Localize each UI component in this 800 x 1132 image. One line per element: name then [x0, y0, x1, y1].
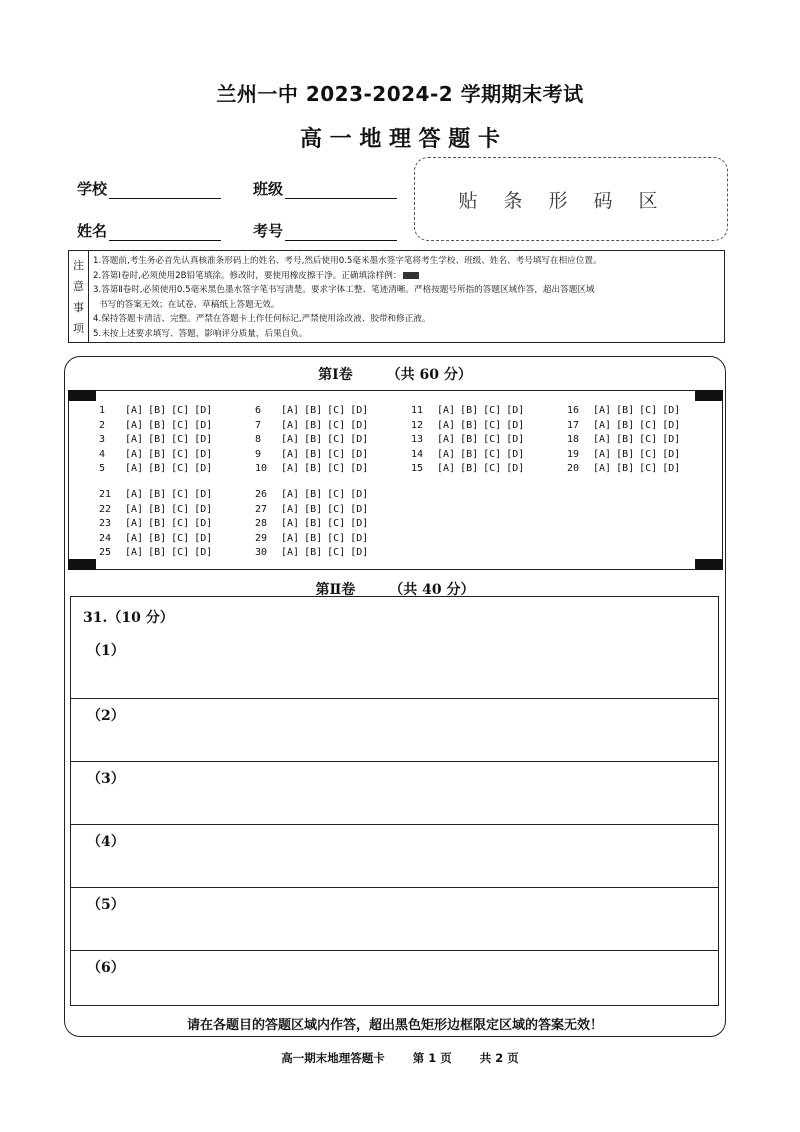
question-number: 28 [255, 518, 268, 530]
question-number: 26 [255, 489, 268, 500]
school-label: 学校 [77, 180, 108, 198]
choice-bubble[interactable]: [C] [171, 532, 190, 544]
choice-bubble[interactable]: [D] [194, 419, 213, 431]
notes-box [68, 250, 725, 343]
choice-bubble[interactable]: [C] [483, 434, 502, 446]
name-label: 姓名 [77, 222, 108, 240]
choice-bubble[interactable]: [A] [593, 463, 612, 475]
note-line: 书写的答案无效；在试卷、草稿纸上答题无效。 [99, 299, 280, 310]
note-line-text: 2.答第Ⅰ卷时,必须使用2B铅笔填涂。修改时，要使用橡皮擦干净。正确填涂样例： [93, 270, 402, 281]
choice-bubble[interactable]: [C] [327, 463, 346, 475]
part-1-area[interactable] [71, 596, 718, 698]
section1-score: （共 60 分） [386, 367, 472, 383]
question-number: 10 [255, 463, 268, 475]
choice-bubble[interactable]: [D] [194, 503, 213, 515]
barcode-area [414, 157, 728, 241]
choice-bubble[interactable]: [D] [194, 518, 213, 530]
part-6-area[interactable] [71, 950, 718, 1005]
corner-marker [68, 390, 96, 401]
choice-row [255, 517, 373, 532]
class-line [285, 182, 397, 199]
choice-bubble[interactable]: [A] [125, 503, 144, 515]
choice-bubble[interactable]: [B] [304, 434, 323, 446]
choice-bubble[interactable]: [D] [662, 419, 681, 431]
choice-bubble[interactable]: [A] [593, 434, 612, 446]
choice-bubble[interactable]: [D] [350, 448, 369, 460]
choice-group [255, 488, 373, 561]
choice-bubble[interactable]: [C] [327, 434, 346, 446]
choice-bubble[interactable]: [B] [304, 448, 323, 460]
choice-bubble[interactable]: [D] [662, 448, 681, 460]
footer-page-total: 共 2 页 [479, 1051, 519, 1065]
choice-bubble[interactable]: [D] [506, 405, 525, 416]
exam-no-label: 考号 [253, 222, 284, 240]
question-number: 24 [99, 532, 112, 544]
choice-row [99, 517, 217, 532]
note-line: 3.答第Ⅱ卷时,必须使用0.5毫米黑色墨水签字笔书写清楚。要求字体工整、笔迹清晰。严格按题号所指的答题区域作答，超出答题区域 [93, 285, 595, 296]
choice-bubble[interactable]: [B] [148, 547, 167, 559]
multiple-choice-box [68, 390, 723, 570]
question-number: 1 [99, 405, 106, 416]
question-number: 3 [99, 434, 106, 446]
part-label: （6） [87, 960, 125, 976]
choice-bubble[interactable]: [D] [350, 463, 369, 475]
question-31-title: 31.（10 分） [83, 610, 174, 626]
choice-bubble[interactable]: [A] [281, 532, 300, 544]
choice-bubble[interactable]: [D] [506, 434, 525, 446]
exam-title: 兰州一中 2023-2024-2 学期期末考试 [216, 82, 584, 106]
choice-bubble[interactable]: [B] [460, 463, 479, 475]
choice-bubble[interactable]: [B] [148, 419, 167, 431]
choice-bubble[interactable]: [A] [125, 434, 144, 446]
question-number: 9 [255, 448, 262, 460]
choice-bubble[interactable]: [B] [460, 448, 479, 460]
choice-bubble[interactable]: [B] [148, 518, 167, 530]
choice-row [255, 503, 373, 518]
choice-bubble[interactable]: [B] [460, 419, 479, 431]
choice-row [411, 462, 529, 477]
question-number: 22 [99, 503, 112, 515]
choice-group [567, 404, 685, 477]
choice-bubble[interactable]: [B] [616, 419, 635, 431]
choice-bubble[interactable]: [B] [304, 532, 323, 544]
choice-bubble[interactable]: [C] [483, 463, 502, 475]
choice-bubble[interactable]: [B] [148, 405, 167, 416]
choice-bubble[interactable]: [D] [194, 547, 213, 559]
choice-bubble[interactable]: [C] [327, 532, 346, 544]
question-number: 27 [255, 503, 268, 515]
choice-row [99, 433, 217, 448]
page-footer [0, 1050, 800, 1066]
choice-bubble[interactable]: [A] [281, 547, 300, 559]
school-field [77, 178, 221, 199]
choice-bubble[interactable]: [B] [304, 547, 323, 559]
choice-bubble[interactable]: [C] [639, 434, 658, 446]
choice-bubble[interactable]: [B] [304, 489, 323, 500]
choice-bubble[interactable]: [A] [125, 532, 144, 544]
choice-bubble[interactable]: [D] [350, 518, 369, 530]
question-number: 25 [99, 547, 112, 559]
choice-bubble[interactable]: [D] [662, 405, 681, 416]
section2-score: （共 40 分） [389, 582, 475, 598]
choice-row [255, 448, 373, 463]
name-field [77, 220, 221, 241]
name-line [109, 224, 221, 241]
choice-bubble[interactable]: [D] [194, 448, 213, 460]
notes-label-char: 注 [73, 259, 84, 273]
choice-row [255, 419, 373, 434]
choice-bubble[interactable]: [A] [281, 489, 300, 500]
part-5-area[interactable] [71, 887, 718, 950]
choice-bubble[interactable]: [A] [125, 405, 144, 416]
choice-group [411, 404, 529, 477]
choice-row [567, 433, 685, 448]
choice-bubble[interactable]: [D] [350, 405, 369, 416]
choice-row [411, 404, 529, 419]
question-number: 20 [567, 463, 580, 475]
choice-bubble[interactable]: [A] [437, 405, 456, 416]
choice-bubble[interactable]: [A] [437, 434, 456, 446]
choice-row [411, 448, 529, 463]
choice-bubble[interactable]: [C] [327, 518, 346, 530]
choice-bubble[interactable]: [C] [171, 489, 190, 500]
choice-bubble[interactable]: [C] [171, 419, 190, 431]
choice-bubble[interactable]: [C] [483, 419, 502, 431]
choice-bubble[interactable]: [A] [593, 419, 612, 431]
part-3-area[interactable] [71, 761, 718, 824]
choice-row [99, 419, 217, 434]
choice-bubble[interactable]: [C] [327, 419, 346, 431]
card-title: 高 一 地 理 答 题 卡 [300, 127, 500, 152]
part-label: （1） [87, 642, 125, 659]
choice-bubble[interactable]: [D] [662, 463, 681, 475]
choice-bubble[interactable]: [B] [148, 532, 167, 544]
question-number: 8 [255, 434, 262, 446]
choice-bubble[interactable]: [D] [350, 434, 369, 446]
choice-bubble[interactable]: [A] [125, 518, 144, 530]
part-label: （2） [87, 708, 125, 724]
choice-bubble[interactable]: [C] [171, 547, 190, 559]
choice-bubble[interactable]: [A] [593, 448, 612, 460]
section1-heading [64, 364, 726, 384]
class-field [253, 178, 397, 199]
choice-bubble[interactable]: [B] [148, 489, 167, 500]
choice-bubble[interactable]: [C] [171, 503, 190, 515]
fill-sample-swatch [403, 272, 419, 279]
choice-bubble[interactable]: [A] [437, 448, 456, 460]
choice-bubble[interactable]: [D] [350, 503, 369, 515]
choice-bubble[interactable]: [D] [506, 463, 525, 475]
choice-bubble[interactable]: [C] [639, 419, 658, 431]
exam-no-line [285, 224, 397, 241]
choice-row [255, 546, 373, 561]
notes-label-char: 项 [73, 321, 84, 335]
choice-bubble[interactable]: [C] [639, 405, 658, 416]
choice-bubble[interactable]: [C] [483, 448, 502, 460]
question-number: 12 [411, 419, 424, 431]
choice-bubble[interactable]: [A] [281, 434, 300, 446]
choice-bubble[interactable]: [A] [125, 419, 144, 431]
note-line: 5.未按上述要求填写、答题，影响评分质量，后果自负。 [93, 328, 308, 339]
question-number: 17 [567, 419, 580, 431]
choice-bubble[interactable]: [A] [125, 463, 144, 475]
choice-bubble[interactable]: [B] [304, 463, 323, 475]
exam-no-field [253, 220, 397, 241]
question-number: 7 [255, 419, 262, 431]
choice-bubble[interactable]: [A] [281, 518, 300, 530]
corner-marker [695, 559, 723, 570]
question-number: 29 [255, 532, 268, 544]
notes-label-char: 事 [73, 300, 84, 314]
question-number: 18 [567, 434, 580, 446]
choice-group [99, 404, 217, 477]
section2-title: 第Ⅱ卷 [315, 582, 356, 598]
choice-bubble[interactable]: [B] [148, 434, 167, 446]
choice-bubble[interactable]: [A] [281, 419, 300, 431]
choice-row [99, 404, 217, 419]
choice-row [255, 433, 373, 448]
choice-row [99, 448, 217, 463]
choice-row [567, 419, 685, 434]
choice-bubble[interactable]: [C] [483, 405, 502, 416]
choice-bubble[interactable]: [A] [437, 419, 456, 431]
question-number: 5 [99, 463, 106, 475]
choice-bubble[interactable]: [B] [460, 405, 479, 416]
choice-bubble[interactable]: [D] [194, 463, 213, 475]
choice-bubble[interactable]: [A] [281, 503, 300, 515]
choice-bubble[interactable]: [D] [350, 532, 369, 544]
choice-bubble[interactable]: [C] [327, 547, 346, 559]
choice-row [255, 462, 373, 477]
choice-bubble[interactable]: [B] [616, 448, 635, 460]
class-label: 班级 [253, 180, 284, 198]
choice-row [411, 419, 529, 434]
choice-group [255, 404, 373, 477]
choice-bubble[interactable]: [D] [350, 419, 369, 431]
choice-group [99, 488, 217, 561]
question-31-box [70, 596, 719, 1006]
choice-bubble[interactable]: [A] [281, 448, 300, 460]
choice-bubble[interactable]: [B] [148, 463, 167, 475]
question-number: 19 [567, 448, 580, 460]
notes-label [69, 251, 89, 342]
part-4-area[interactable] [71, 824, 718, 887]
barcode-label: 贴条形码区 [458, 189, 684, 212]
choice-bubble[interactable]: [C] [327, 448, 346, 460]
choice-bubble[interactable]: [D] [194, 405, 213, 416]
choice-bubble[interactable]: [C] [171, 405, 190, 416]
choice-row [255, 404, 373, 419]
choice-bubble[interactable]: [B] [616, 405, 635, 416]
choice-bubble[interactable]: [B] [616, 463, 635, 475]
choice-bubble[interactable]: [A] [281, 463, 300, 475]
choice-bubble[interactable]: [A] [593, 405, 612, 416]
choice-bubble[interactable]: [C] [327, 405, 346, 416]
choice-bubble[interactable]: [C] [171, 463, 190, 475]
question-number: 2 [99, 419, 106, 431]
choice-bubble[interactable]: [D] [506, 448, 525, 460]
choice-bubble[interactable]: [A] [437, 463, 456, 475]
choice-bubble[interactable]: [D] [506, 419, 525, 431]
answer-area-warning: 请在各题目的答题区域内作答，超出黑色矩形边框限定区域的答案无效！ [186, 1018, 603, 1033]
question-number: 15 [411, 463, 424, 475]
part-label: （4） [87, 834, 125, 850]
choice-bubble[interactable]: [C] [639, 448, 658, 460]
choice-bubble[interactable]: [D] [350, 489, 369, 500]
choice-bubble[interactable]: [C] [171, 448, 190, 460]
choice-bubble[interactable]: [B] [148, 448, 167, 460]
question-number: 6 [255, 405, 262, 416]
question-number: 21 [99, 489, 112, 500]
choice-bubble[interactable]: [C] [171, 518, 190, 530]
corner-marker [68, 559, 96, 570]
choice-bubble[interactable]: [A] [125, 448, 144, 460]
choice-row [255, 532, 373, 547]
choice-bubble[interactable]: [D] [662, 434, 681, 446]
choice-bubble[interactable]: [B] [304, 405, 323, 416]
footer-card-name: 高一期末地理答题卡 [281, 1051, 385, 1065]
section1-title: 第Ⅰ卷 [318, 367, 353, 383]
choice-bubble[interactable]: [B] [616, 434, 635, 446]
choice-row [99, 488, 217, 503]
choice-bubble[interactable]: [C] [327, 489, 346, 500]
choice-bubble[interactable]: [B] [148, 503, 167, 515]
footer-page-number: 第 1 页 [412, 1051, 452, 1065]
choice-bubble[interactable]: [C] [327, 503, 346, 515]
question-number: 30 [255, 547, 268, 559]
question-number: 14 [411, 448, 424, 460]
choice-row [99, 462, 217, 477]
choice-bubble[interactable]: [B] [304, 419, 323, 431]
choice-row [567, 404, 685, 419]
question-number: 11 [411, 405, 424, 416]
note-line [93, 269, 718, 284]
notes-text [93, 254, 718, 342]
choice-bubble[interactable]: [C] [171, 434, 190, 446]
choice-bubble[interactable]: [B] [304, 503, 323, 515]
choice-bubble[interactable]: [B] [460, 434, 479, 446]
choice-row [99, 503, 217, 518]
school-line [109, 182, 221, 199]
part-label: （3） [87, 771, 125, 787]
choice-row [255, 488, 373, 503]
part-label: （5） [87, 897, 125, 913]
choice-bubble[interactable]: [A] [125, 489, 144, 500]
choice-row [99, 532, 217, 547]
part-2-area[interactable] [71, 698, 718, 761]
choice-bubble[interactable]: [A] [125, 547, 144, 559]
note-line: 4.保持答题卡清洁、完整。严禁在答题卡上作任何标记,严禁使用涂改液、胶带和修正液。 [93, 314, 431, 325]
question-number: 4 [99, 448, 106, 460]
choice-bubble[interactable]: [C] [639, 463, 658, 475]
question-number: 16 [567, 405, 580, 416]
choice-bubble[interactable]: [D] [350, 547, 369, 559]
choice-row [411, 433, 529, 448]
corner-marker [695, 390, 723, 401]
choice-row [567, 448, 685, 463]
choice-row [567, 462, 685, 477]
notes-label-char: 意 [73, 280, 84, 294]
choice-row [99, 546, 217, 561]
question-number: 23 [99, 518, 112, 530]
choice-bubble[interactable]: [B] [304, 518, 323, 530]
choice-bubble[interactable]: [A] [281, 405, 300, 416]
choice-bubble[interactable]: [D] [194, 532, 213, 544]
choice-bubble[interactable]: [D] [194, 489, 213, 500]
choice-bubble[interactable]: [D] [194, 434, 213, 446]
note-line: 1.答题前,考生务必首先认真核准条形码上的姓名、考号,然后使用0.5毫米墨水签字笔将考生学校、班级、姓名、考号填写在相应位置。 [93, 256, 602, 266]
question-number: 13 [411, 434, 424, 446]
